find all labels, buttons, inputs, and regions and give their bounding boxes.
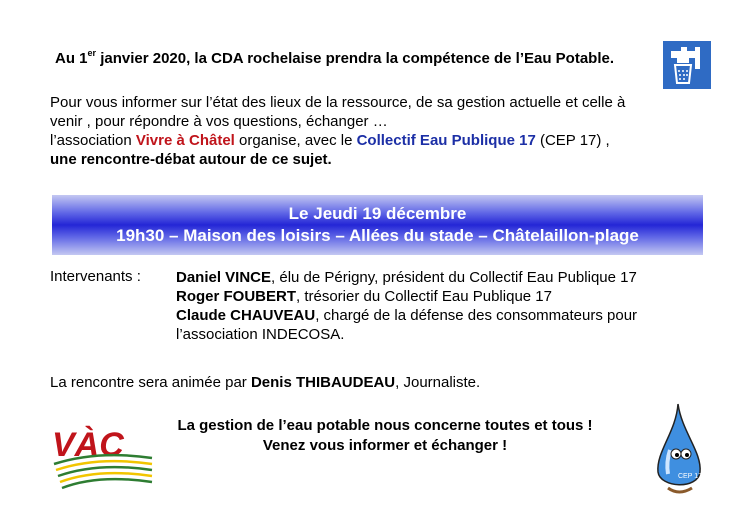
- speaker-item: Roger FOUBERT, trésorier du Collectif Eau Publique 17: [176, 288, 552, 305]
- intro-line: Pour vous informer sur l’état des lieux de la ressource, de sa gestion actuelle et celle à: [50, 94, 626, 111]
- speaker-continuation: l’association INDECOSA.: [176, 326, 345, 343]
- intro-paragraph: [50, 93, 690, 169]
- speaker-item: Daniel VINCE, élu de Périgny, président du Collectif Eau Publique 17: [176, 269, 637, 286]
- water-drop-mascot: [648, 402, 712, 498]
- slogan: La gestion de l’eau potable nous concerne toutes et tous ! Venez vous informer et échanger !: [177, 417, 593, 454]
- moderator-line: La rencontre sera animée par Denis THIBAUDEAU, Journaliste.: [50, 374, 481, 391]
- event-banner: [52, 195, 703, 255]
- speaker-item: Claude CHAUVEAU, chargé de la défense des consommateurs pour: [176, 307, 638, 324]
- collectif-name: Collectif Eau Publique 17: [356, 132, 536, 149]
- event-details: 19h30 – Maison des loisirs – Allées du stade – Châtelaillon-plage: [116, 226, 639, 245]
- vac-logo: [48, 420, 158, 500]
- intro-line: une rencontre-débat autour de ce sujet.: [50, 151, 332, 168]
- headline: Au 1er janvier 2020, la CDA rochelaise prendra la compétence de l’Eau Potable.: [55, 48, 615, 67]
- water-tap-icon: [663, 41, 711, 89]
- intro-line: l’association Vivre à Châtel organise, avec le Collectif Eau Publique 17 (CEP 17) ,: [50, 132, 610, 149]
- speakers-label: Intervenants :: [50, 268, 141, 285]
- intro-line: venir , pour répondre à vos questions, échanger …: [50, 113, 388, 130]
- svg-text:CEP 17: CEP 17: [678, 473, 702, 480]
- event-date: Le Jeudi 19 décembre: [288, 204, 467, 223]
- association-name: Vivre à Châtel: [135, 132, 235, 149]
- svg-text:VÀC: VÀC: [52, 426, 124, 464]
